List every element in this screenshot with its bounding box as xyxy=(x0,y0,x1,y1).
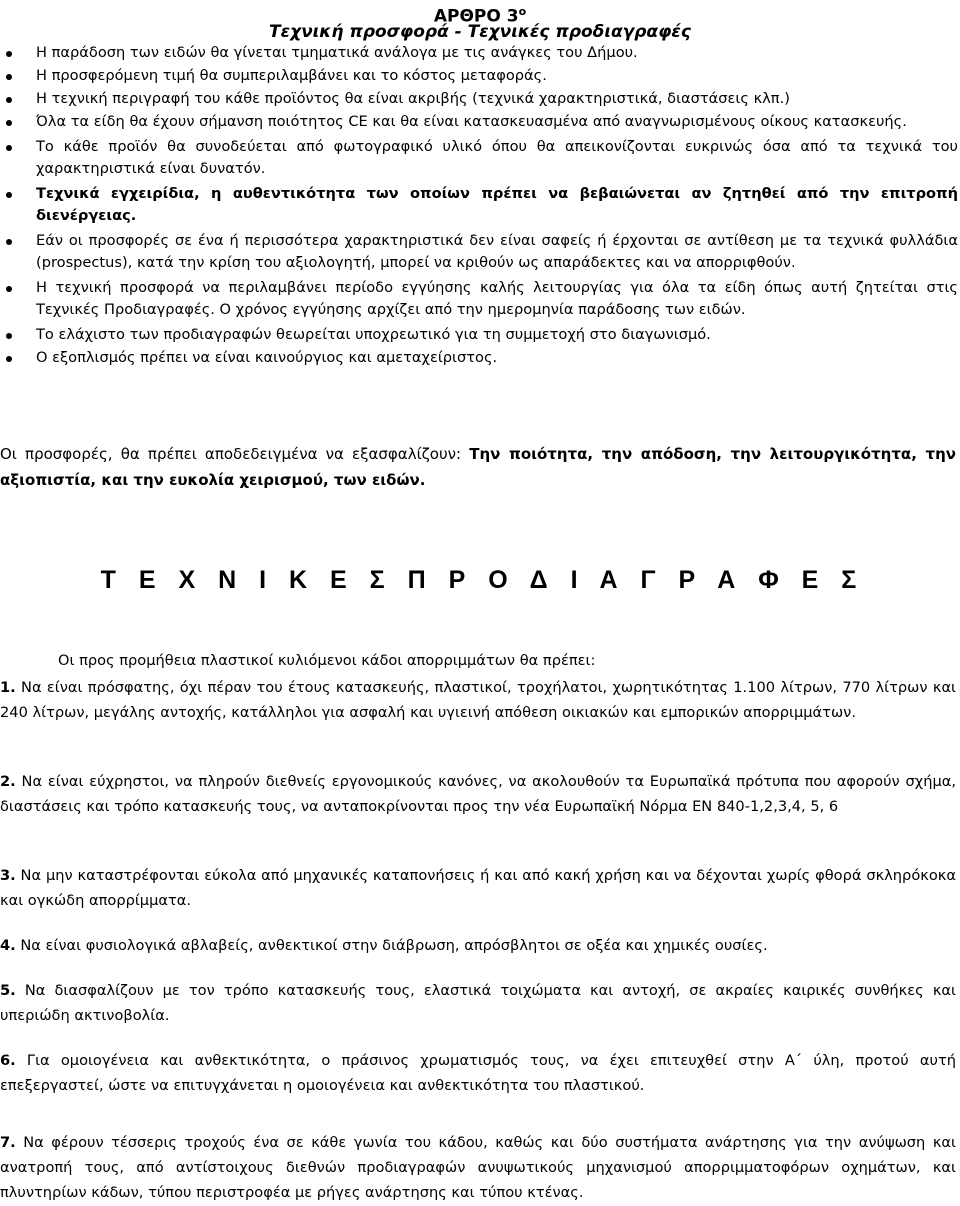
spec-item-number: 7. xyxy=(0,1134,16,1151)
spec-item xyxy=(0,933,956,958)
spec-item xyxy=(0,769,956,819)
list-item: Όλα τα είδη θα έχουν σήμανση ποιότητος CE και θα είναι κατασκευασμένα από αναγνωρισμένους οίκους κατασκευής. xyxy=(0,111,958,133)
spec-item-number: 1. xyxy=(0,679,16,696)
technical-specs-heading: Τ Ε Χ Ν Ι Κ Ε Σ Π Ρ Ο Δ Ι Α Γ Ρ Α Φ Ε Σ xyxy=(100,566,860,594)
spec-item-text: Να φέρουν τέσσερις τροχούς ένα σε κάθε γωνία του κάδου, καθώς και δύο συστήματα ανάρτησης για την ανύψωση και ανατροπή τους, από αντίστοιχους διεθνών προδιαγραφών ανυψωτικούς μηχανισμού απορριμματοφόρων οχημάτων, και πλυντηρίων κάδων, τύπου περιστροφέα με ρήγες ανάρτησης και τύπου κτένας. xyxy=(0,1134,956,1201)
spec-item-text: Να είναι φυσιολογικά αβλαβείς, ανθεκτικοί στην διάβρωση, απρόσβλητοι σε οξέα και χημικές ουσίες. xyxy=(15,937,768,954)
list-item: Τεχνικά εγχειρίδια, η αυθεντικότητα των οποίων πρέπει να βεβαιώνεται αν ζητηθεί από την επιτροπή διενέργειας. xyxy=(0,183,958,227)
spec-item-text: Να είναι πρόσφατης, όχι πέραν του έτους κατασκευής, πλαστικοί, τροχήλατοι, χωρητικότητας 1.100 λίτρων, 770 λίτρων και 240 λίτρων, μεγάλης αντοχής, κατάλληλοι για ασφαλή και υγιεινή απόθεση οικιακών και εμπορικών απορριμμάτων. xyxy=(0,679,956,721)
list-item: Η τεχνική προσφορά να περιλαμβάνει περίοδο εγγύησης καλής λειτουργίας για όλα τα είδη όπως αυτή ζητείται στις Τεχνικές Προδιαγραφές. Ο χρόνος εγγύησης αρχίζει από την ημερομηνία παράδοσης των ειδών. xyxy=(0,277,958,321)
spec-item-text: Για ομοιογένεια και ανθεκτικότητα, ο πράσινος χρωματισμός τους, να έχει επιτευχθεί στην Α΄ ύλη, προτού αυτή επεξεργαστεί, ώστε να επιτυγχάνεται η ομοιογένεια και ανθεκτικότητα του πλαστικού. xyxy=(0,1052,956,1094)
list-item: Εάν οι προσφορές σε ένα ή περισσότερα χαρακτηριστικά δεν είναι σαφείς ή έρχονται σε αντίθεση με τα τεχνικά φυλλάδια (prospectus), κατά την κρίση του αξιολογητή, μπορεί να κριθούν ως απαράδεκτες και να απορριφθούν. xyxy=(0,230,958,274)
spec-item-number: 6. xyxy=(0,1052,16,1069)
offers-bold: Την ποιότητα, την απόδοση, την λειτουργικότητα, την αξιοπιστία, και την ευκολία χειρισμού, των ειδών. xyxy=(0,445,956,489)
spec-item-text: Να διασφαλίζουν με τον τρόπο κατασκευής τους, ελαστικά τοιχώματα και αντοχή, σε ακραίες καιρικές συνθήκες και υπεριώδη ακτινοβολία. xyxy=(0,982,956,1024)
spec-item-number: 3. xyxy=(0,867,16,884)
spec-item-text: Να είναι εύχρηστοι, να πληρούν διεθνείς εργονομικούς κανόνες, να ακολουθούν τα Ευρωπαϊκά πρότυπα που αφορούν σχήμα, διαστάσεις και τρόπο κατασκευής τους, να ανταποκρίνονται προς την νέα Ευρωπαϊκή Νόρμα ΕΝ 840-1,2,3,4, 5, 6 xyxy=(0,773,956,815)
spec-item xyxy=(0,1130,956,1205)
list-item: Ο εξοπλισμός πρέπει να είναι καινούργιος και αμεταχείριστος. xyxy=(0,347,958,369)
specs-intro: Οι προς προμήθεια πλαστικοί κυλιόμενοι κάδοι απορριμμάτων θα πρέπει: xyxy=(58,652,596,669)
article-title-text: ΑΡΘΡΟ 3 xyxy=(433,6,519,27)
spec-item xyxy=(0,675,956,725)
offers-paragraph xyxy=(0,441,956,493)
spec-item xyxy=(0,863,956,913)
spec-item xyxy=(0,1048,956,1098)
offers-lead: Οι προσφορές, θα πρέπει αποδεδειγμένα να εξασφαλίζουν: xyxy=(0,445,470,463)
list-item: Το κάθε προϊόν θα συνοδεύεται από φωτογραφικό υλικό όπου θα απεικονίζονται ευκρινώς όσα από τα τεχνικά του χαρακτηριστικά είναι δυνατόν. xyxy=(0,136,958,180)
requirements-list xyxy=(0,42,958,372)
spec-item-text: Να μην καταστρέφονται εύκολα από μηχανικές καταπονήσεις ή και από κακή χρήση και να δέχονται χωρίς φθορά σκληρόκοκα και ογκώδη απορρίμματα. xyxy=(0,867,956,909)
spec-item-number: 5. xyxy=(0,982,16,999)
list-item: Η παράδοση των ειδών θα γίνεται τμηματικά ανάλογα με τις ανάγκες του Δήμου. xyxy=(0,42,958,64)
spec-item-number: 4. xyxy=(0,937,16,954)
list-item: Η τεχνική περιγραφή του κάθε προϊόντος θα είναι ακριβής (τεχνικά χαρακτηριστικά, διαστάσεις κλπ.) xyxy=(0,88,958,110)
list-item: Το ελάχιστο των προδιαγραφών θεωρείται υποχρεωτικό για τη συμμετοχή στο διαγωνισμό. xyxy=(0,324,958,346)
spec-item xyxy=(0,978,956,1028)
article-subtitle: Τεχνική προσφορά - Τεχνικές προδιαγραφές xyxy=(269,22,691,42)
list-item: Η προσφερόμενη τιμή θα συμπεριλαμβάνει και το κόστος μεταφοράς. xyxy=(0,65,958,87)
article-title-ordinal: ο xyxy=(518,5,527,18)
spec-item-number: 2. xyxy=(0,773,16,790)
